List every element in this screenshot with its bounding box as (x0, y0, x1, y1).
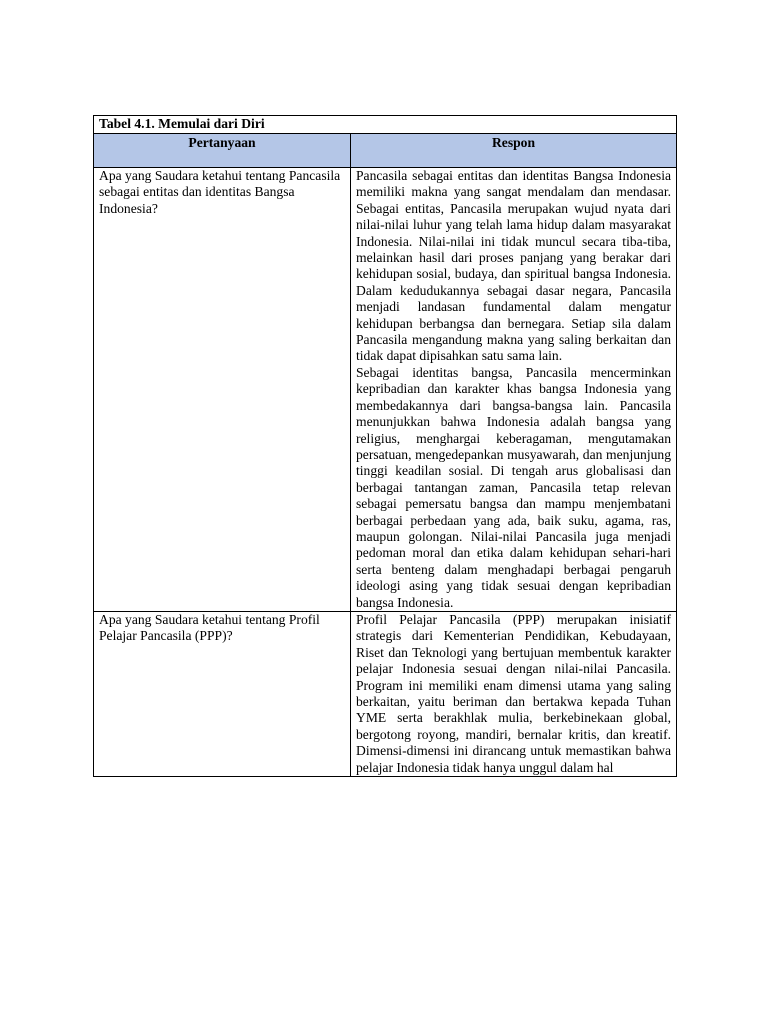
response-paragraph: Pancasila sebagai entitas dan identitas Bangsa Indonesia memiliki makna yang sangat mendalam dan mendasar. Sebagai entitas, Pancasila merupakan wujud nyata dari nilai-nilai luhur yang telah lama hidup dalam masyarakat Indonesia. Nilai-nilai ini tidak muncul secara tiba-tiba, melainkan hasil dari proses panjang yang berakar dari kehidupan sosial, budaya, dan spiritual bangsa Indonesia. Dalam kedudukannya sebagai dasar negara, Pancasila menjadi landasan fundamental dalam mengatur kehidupan berbangsa dan bernegara. Setiap sila dalam Pancasila mengandung makna yang saling berkaitan dan tidak dapat dipisahkan satu sama lain. (356, 168, 672, 364)
header-row (94, 134, 677, 168)
question-cell: Apa yang Saudara ketahui tentang Profil Pelajar Pancasila (PPP)? (94, 611, 351, 776)
table-caption: Tabel 4.1. Memulai dari Diri (94, 116, 677, 134)
response-cell (351, 168, 677, 612)
pancasila-table (93, 115, 677, 777)
caption-row (94, 116, 677, 134)
response-cell (351, 611, 677, 776)
header-pertanyaan: Pertanyaan (94, 134, 351, 168)
question-cell: Apa yang Saudara ketahui tentang Pancasila sebagai entitas dan identitas Bangsa Indonesia? (94, 168, 351, 612)
header-respon: Respon (351, 134, 677, 168)
table-row (94, 168, 677, 612)
response-paragraph: Sebagai identitas bangsa, Pancasila mencerminkan kepribadian dan karakter khas bangsa Indonesia yang membedakannya dari bangsa-bangsa lain. Pancasila menunjukkan bahwa Indonesia adalah bangsa yang religius, menghargai keberagaman, mengutamakan persatuan, mengedepankan musyawarah, dan menjunjung tinggi keadilan sosial. Di tengah arus globalisasi dan berbagai tantangan zaman, Pancasila tetap relevan sebagai pemersatu bangsa dan mampu menjembatani berbagai perbedaan yang ada, baik suku, agama, ras, maupun golongan. Nilai-nilai Pancasila juga menjadi pedoman moral dan etika dalam kehidupan sehari-hari serta benteng dalam menghadapi berbagai pengaruh ideologi asing yang tidak sesuai dengan kepribadian bangsa Indonesia. (356, 364, 672, 610)
table-row (94, 611, 677, 776)
response-paragraph: Profil Pelajar Pancasila (PPP) merupakan inisiatif strategis dari Kementerian Pendidikan, Kebudayaan, Riset dan Teknologi yang bertujuan membentuk karakter pelajar Indonesia sesuai dengan nilai-nilai Pancasila. Program ini memiliki enam dimensi utama yang saling berkaitan, yaitu beriman dan bertakwa kepada Tuhan YME serta berakhlak mulia, berkebinekaan global, bergotong royong, mandiri, bernalar kritis, dan kreatif. Dimensi-dimensi ini dirancang untuk memastikan bahwa pelajar Indonesia tidak hanya unggul dalam hal (356, 611, 672, 775)
